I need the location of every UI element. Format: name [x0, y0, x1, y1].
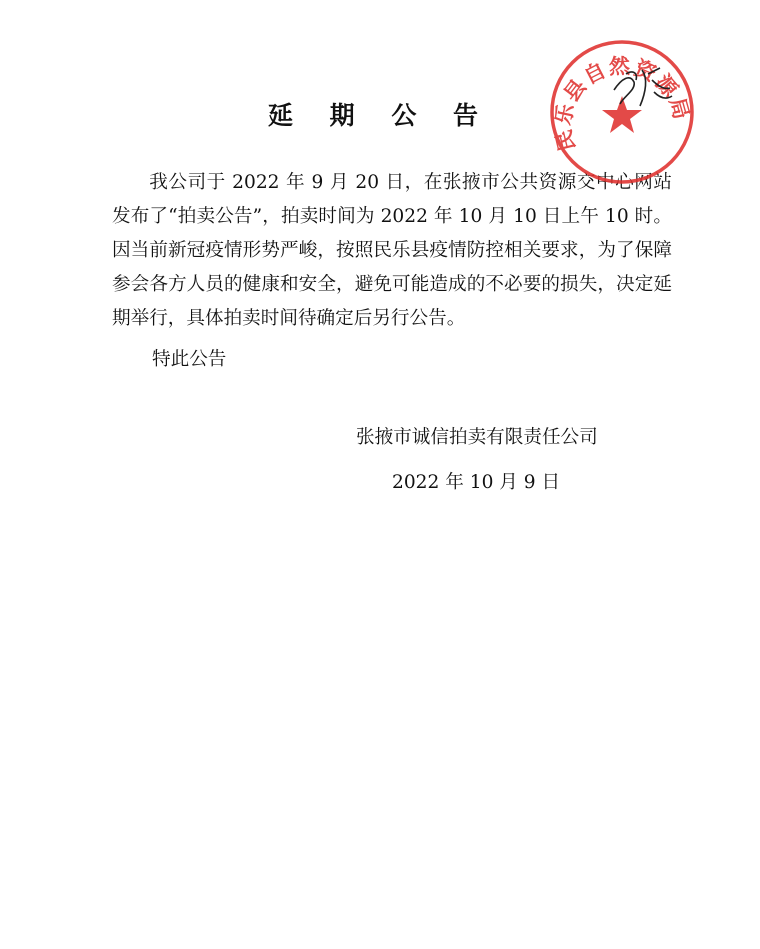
announcement-body: 我公司于 2022 年 9 月 20 日，在张掖市公共资源交中心网站发布了“拍卖公告”，拍卖时间为 2022 年 10 月 10 日上午 10 时。因当前新冠疫情形势严峻，按照民乐县疫情防控相关要求，为了保障参会各方人员的健康和安全，避免可能造成的不必要的损失，决定延期举行，具体拍卖时间待确定后另行公告。 [112, 172, 672, 329]
handwritten-signature [608, 60, 678, 120]
issue-date: 2022 年 10 月 9 日 [392, 472, 561, 493]
company-name: 张掖市诚信拍卖有限责任公司 [356, 427, 598, 448]
announcement-title: 延 期 公 告 [267, 101, 493, 130]
svg-text:民乐县自然资源局: 民乐县自然资源局 [550, 54, 695, 154]
closing-phrase: 特此公告 [152, 349, 227, 370]
